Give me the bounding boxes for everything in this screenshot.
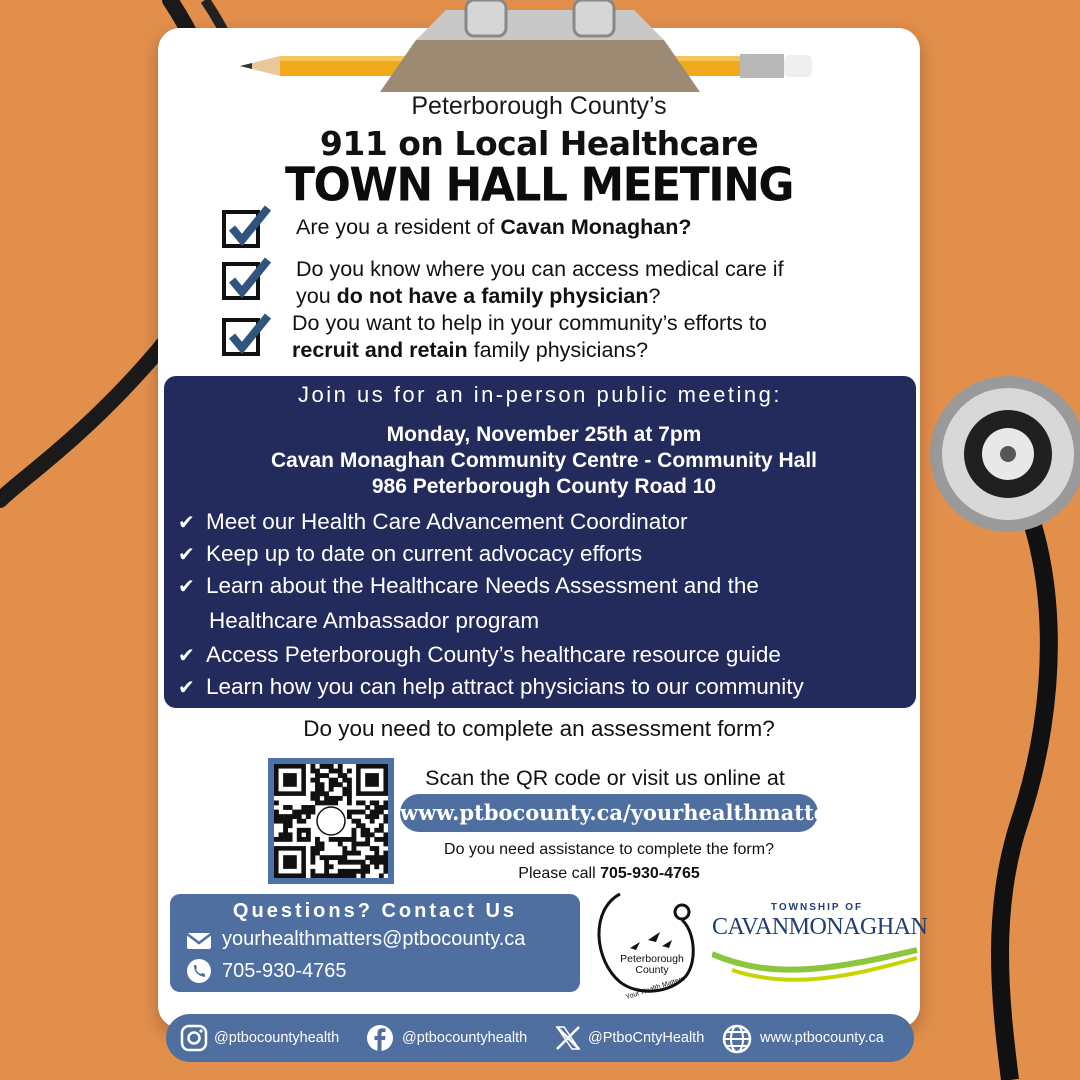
instagram-icon[interactable] bbox=[180, 1024, 208, 1052]
subtitle: Peterborough County’s bbox=[411, 92, 667, 120]
list-item: ✔ Meet our Health Care Advancement Coordinator bbox=[178, 505, 688, 540]
cm-logo-top: TOWNSHIP OF bbox=[770, 902, 864, 913]
scan-instruction: Scan the QR code or visit us online at bbox=[425, 766, 785, 790]
checkmark-icon bbox=[228, 254, 272, 298]
list-item-continuation: Healthcare Ambassador program bbox=[209, 608, 540, 633]
ptbo-logo-text: Peterborough County bbox=[620, 953, 684, 976]
checkmark-icon: ✔ bbox=[178, 576, 195, 598]
checkmark-icon bbox=[228, 202, 272, 246]
checkmark-icon: ✔ bbox=[178, 645, 195, 667]
meeting-details bbox=[164, 422, 924, 500]
contact-email[interactable]: yourhealthmatters@ptbocounty.ca bbox=[222, 928, 526, 950]
mail-icon bbox=[186, 932, 212, 950]
assistance-phone[interactable]: 705-930-4765 bbox=[600, 865, 700, 882]
meeting-venue: Cavan Monaghan Community Centre - Community Hall bbox=[270, 449, 818, 472]
checkmark-icon: ✔ bbox=[178, 677, 195, 699]
question-1: Are you a resident of Cavan Monaghan? bbox=[296, 215, 692, 239]
instagram-handle[interactable]: @ptbocountyhealth bbox=[214, 1030, 340, 1046]
contact-box bbox=[170, 894, 580, 992]
contact-phone[interactable]: 705-930-4765 bbox=[222, 960, 347, 982]
title: 911 on Local Healthcare bbox=[319, 124, 759, 163]
meeting-heading: Join us for an in-person public meeting: bbox=[298, 382, 782, 407]
assistance-text: Do you need assistance to complete the form? Please call 705-930-4765 bbox=[444, 841, 774, 882]
qr-pattern bbox=[274, 764, 388, 878]
facebook-handle[interactable]: @ptbocountyhealth bbox=[402, 1030, 528, 1046]
x-icon[interactable] bbox=[554, 1024, 582, 1052]
checkmark-icon: ✔ bbox=[178, 512, 195, 534]
checkbox-icon bbox=[222, 318, 260, 356]
peterborough-county-logo bbox=[590, 890, 710, 1002]
qr-code[interactable] bbox=[268, 758, 394, 884]
list-item: ✔ Access Peterborough County’s healthcare resource guide bbox=[178, 638, 781, 673]
website-link[interactable]: www.ptbocounty.ca/yourhealthmatters bbox=[400, 794, 818, 832]
headline: TOWN HALL MEETING bbox=[284, 158, 794, 213]
x-handle[interactable]: @PtboCntyHealth bbox=[588, 1030, 705, 1046]
assessment-question: Do you need to complete an assessment form? bbox=[303, 716, 775, 741]
question-2: Do you know where you can access medical care if you do not have a family physician? bbox=[296, 257, 784, 308]
cm-logo-swoosh bbox=[712, 940, 922, 986]
checkbox-icon bbox=[222, 262, 260, 300]
checkmark-icon bbox=[228, 310, 272, 354]
website-footer-link[interactable]: www.ptbocounty.ca bbox=[760, 1030, 884, 1046]
facebook-icon[interactable] bbox=[366, 1024, 394, 1052]
meeting-panel bbox=[164, 376, 916, 708]
list-item: ✔ Learn how you can help attract physicians to our community bbox=[178, 670, 804, 705]
globe-icon[interactable] bbox=[722, 1024, 752, 1054]
list-item: ✔ Keep up to date on current advocacy efforts bbox=[178, 537, 642, 572]
clipboard-clip bbox=[376, 0, 704, 92]
cm-logo-name: CAVANMONAGHAN bbox=[712, 914, 928, 940]
meeting-address: 986 Peterborough County Road 10 bbox=[371, 475, 717, 498]
list-item: ✔ Learn about the Healthcare Needs Assessment and the bbox=[178, 569, 759, 604]
cavan-monaghan-logo bbox=[712, 900, 928, 990]
meeting-date: Monday, November 25th at 7pm bbox=[386, 423, 702, 446]
question-3: Do you want to help in your community’s efforts to recruit and retain family physicians? bbox=[292, 311, 767, 362]
contact-heading: Questions? Contact Us bbox=[232, 900, 518, 922]
social-footer bbox=[166, 1014, 914, 1062]
phone-icon bbox=[186, 958, 212, 984]
checkmark-icon: ✔ bbox=[178, 544, 195, 566]
checkbox-icon bbox=[222, 210, 260, 248]
ptbo-logo-tagline: Your Health Matters bbox=[624, 975, 686, 1002]
